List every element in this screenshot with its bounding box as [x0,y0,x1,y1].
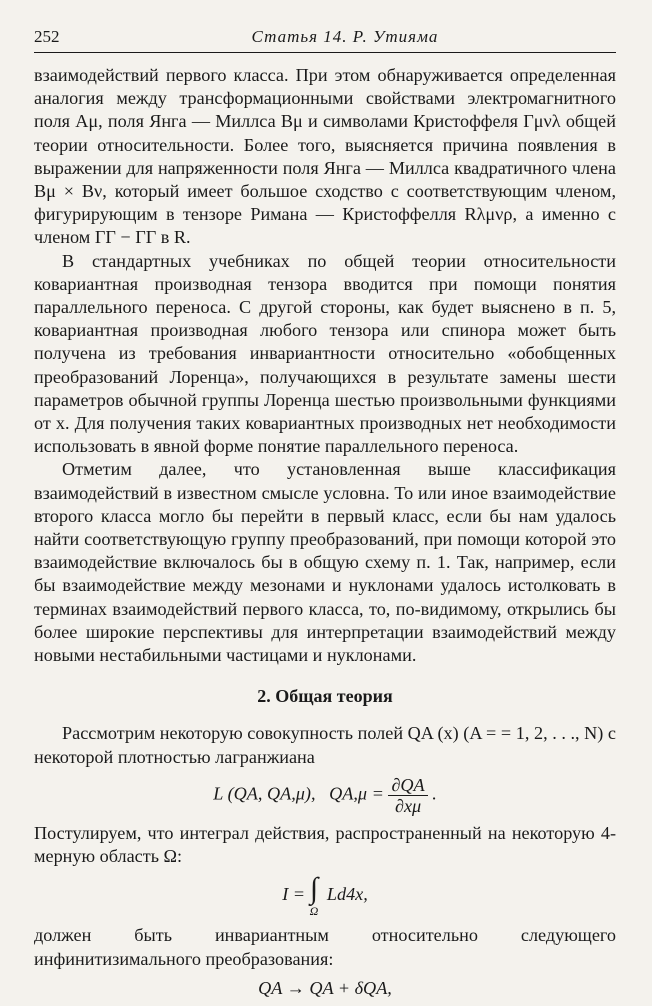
lagrangian-left: L (QA, QA,μ), [213,783,316,804]
integral-domain: Ω [309,904,319,919]
paragraph-2: В стандартных учебниках по общей теории относительности ковариантная производная тензора вводится при помощи понятия параллельного переноса. С другой стороны, как будет выяснено в п. 5, ковариантная производная любого тензора или спинора может быть получена из требования инвариантности относительно «обобщенных преобразований Лоренца», получающихся в результате замены шести параметров обычной группы Лоренца шестью произвольными функциями от x. Для получения таких ковариантных производных нет необходимости использовать в явной форме понятие параллельного переноса. [34,250,616,457]
formula-transform: QA → QA + δQA, [258,977,392,998]
action-lhs: I = [282,884,306,905]
lagrangian-fraction [388,775,427,816]
fraction-denominator: ∂xμ [394,795,422,816]
paragraph-1: взаимодействий первого класса. При этом обнаруживается определенная аналогия между трансформационными свойствами электромагнитного поля Aμ, поля Янга — Миллса Bμ и символами Кристоффеля Γμνλ общей теории относительности. Более того, выясняется причина появления в выражении для напряженности поля Янга — Миллса квадратичного члена Bμ × Bν, который имеет большое сходство с соответствующим членом, фигурирующим в тензоре Римана — Кристоффелля Rλμνρ, а именно с членом ГГ − ГГ в R. [34,65,616,248]
running-title: Статья 14. Р. Утияма [251,27,439,46]
formula-lagrangian [34,775,616,816]
paragraph-4: Рассмотрим некоторую совокупность полей QA (x) (A = = 1, 2, . . ., N) с некоторой плотностью лагранжиана [34,723,616,767]
paragraph-3: Отметим далее, что установленная выше классификация взаимодействий в известном смысле условна. То или иное взаимодействие второго класса могло бы перейти в первый класс, если бы нам удалось найти соответствующую группу преобразований, при помощи которой это взаимодействие включалось бы в общую схему п. 1. Так, например, если бы взаимодействие между мезонами и нуклонами удалось истолковать в терминах взаимодействий первого класса, то, по-видимому, открылись бы более широкие перспективы для интерпретации взаимодействий между новыми нестабильными частицами и нуклонами. [34,459,616,666]
section-title: 2. Общая теория [257,686,393,707]
paragraph-6: должен быть инвариантным относительно следующего инфинитизимального преобразования: [34,925,616,969]
paragraph-5: Постулируем, что интеграл действия, распространенный на некоторую 4-мерную область Ω: [34,822,616,867]
fraction-numerator: ∂QA [388,775,427,796]
page-body [34,64,616,1006]
lagrangian-end: . [432,783,437,804]
page-number: 252 [34,27,60,46]
page-header [34,26,616,53]
action-integrand: Ld4x, [326,884,368,905]
integral-sign: ∫ Ω [309,872,319,919]
lagrangian-lhs: QA,μ = [329,783,384,804]
formula-action [34,874,616,918]
